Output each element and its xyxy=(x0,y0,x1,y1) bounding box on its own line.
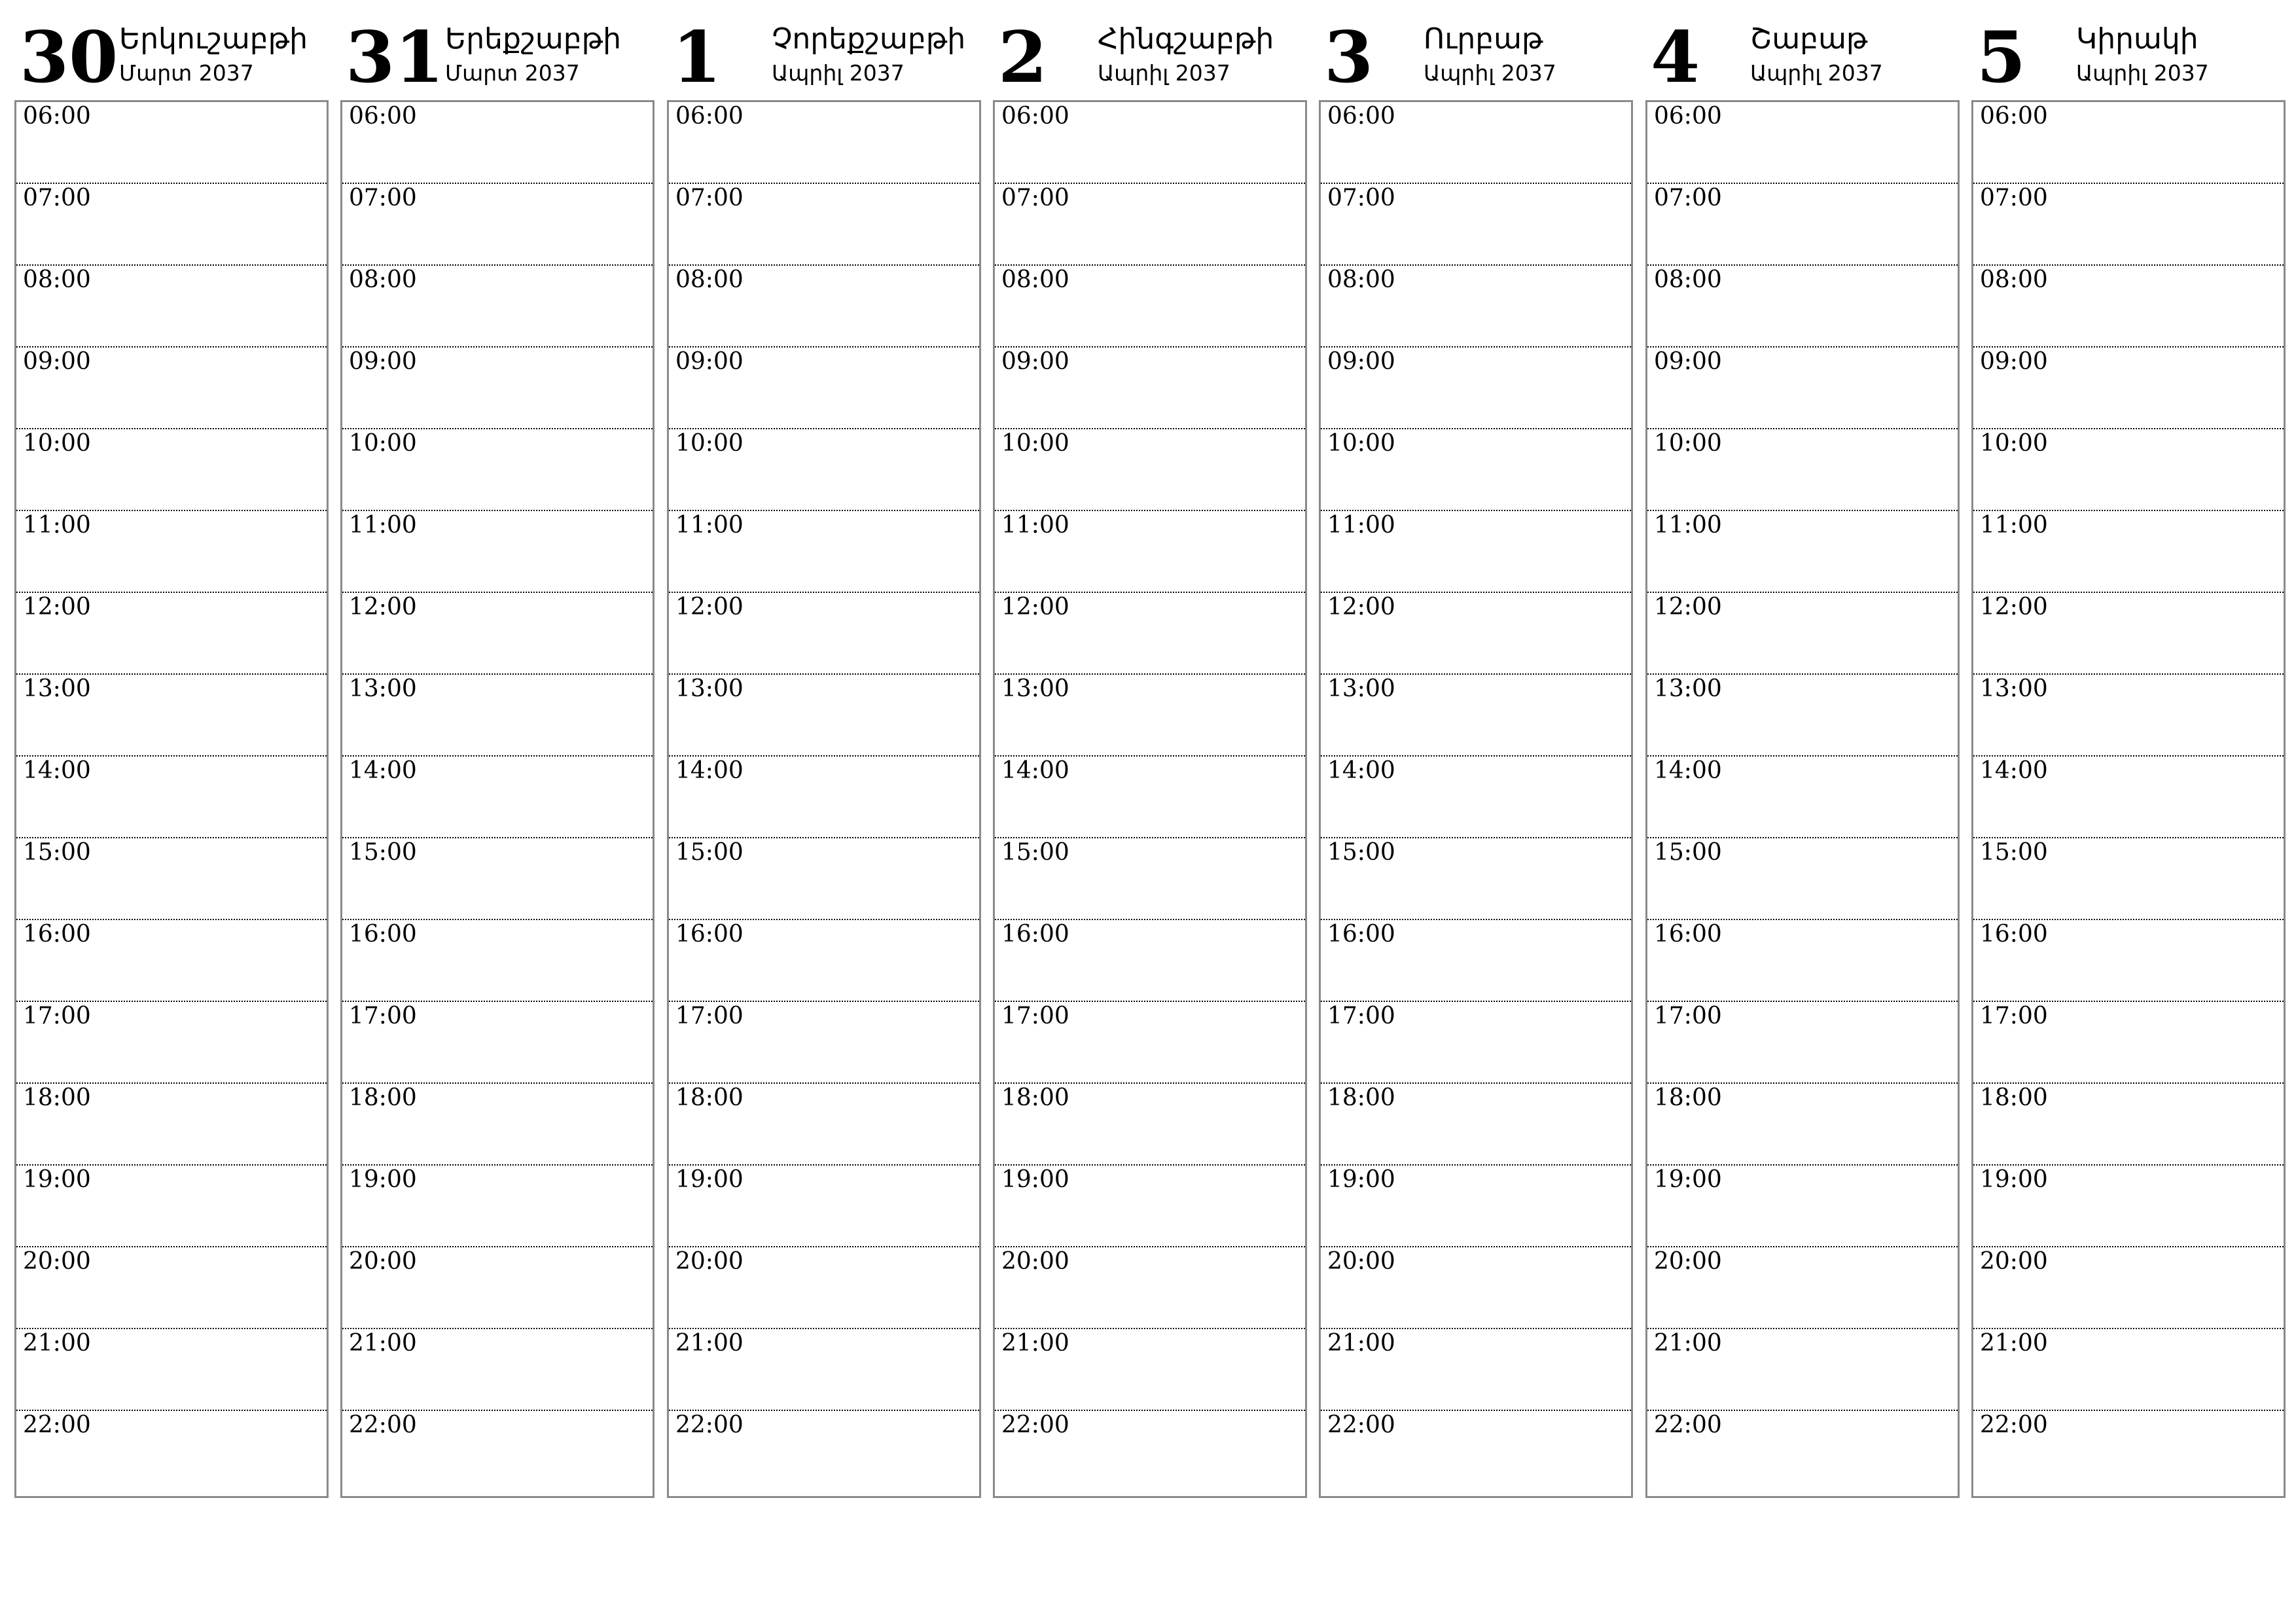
time-label: 09:00 xyxy=(1001,348,1069,375)
time-slot[interactable] xyxy=(16,1329,327,1411)
time-slot[interactable] xyxy=(995,593,1305,675)
time-slot[interactable] xyxy=(1321,1411,1631,1493)
day-column xyxy=(340,0,653,1505)
time-slot[interactable] xyxy=(342,1329,653,1411)
time-label: 11:00 xyxy=(1327,512,1395,539)
time-label: 21:00 xyxy=(23,1330,91,1357)
time-label: 14:00 xyxy=(349,757,417,784)
time-slot[interactable] xyxy=(16,838,327,920)
time-label: 06:00 xyxy=(1327,103,1395,130)
time-slot[interactable] xyxy=(1973,1002,2284,1084)
time-slot[interactable] xyxy=(995,1247,1305,1329)
time-slot[interactable] xyxy=(1973,266,2284,348)
time-label: 17:00 xyxy=(1327,1003,1395,1029)
time-label: 12:00 xyxy=(23,594,91,620)
time-label: 09:00 xyxy=(1654,348,1722,375)
time-slot[interactable] xyxy=(1973,1329,2284,1411)
time-slot[interactable] xyxy=(1647,757,1958,838)
time-label: 16:00 xyxy=(1980,921,2048,948)
time-label: 19:00 xyxy=(1327,1166,1395,1193)
day-header xyxy=(340,0,653,98)
time-slot[interactable] xyxy=(342,593,653,675)
time-slot[interactable] xyxy=(1321,102,1631,184)
day-month: Մարտ 2037 xyxy=(445,60,580,86)
day-header xyxy=(1645,0,1958,98)
time-slot[interactable] xyxy=(1321,1084,1631,1166)
time-slot[interactable] xyxy=(342,1247,653,1329)
time-slot[interactable] xyxy=(342,429,653,511)
time-label: 22:00 xyxy=(349,1412,417,1438)
time-label: 17:00 xyxy=(1654,1003,1722,1029)
day-number: 1 xyxy=(672,16,722,99)
day-name: Ուրբաթ xyxy=(1424,22,1543,56)
time-slot[interactable] xyxy=(995,675,1305,757)
time-slot[interactable] xyxy=(342,1084,653,1166)
time-label: 11:00 xyxy=(1001,512,1069,539)
time-slot[interactable] xyxy=(342,266,653,348)
time-slot[interactable] xyxy=(16,1002,327,1084)
time-slot[interactable] xyxy=(16,266,327,348)
time-label: 07:00 xyxy=(349,185,417,211)
time-slot[interactable] xyxy=(342,348,653,429)
time-slot[interactable] xyxy=(1321,429,1631,511)
time-slot[interactable] xyxy=(342,757,653,838)
time-label: 14:00 xyxy=(23,757,91,784)
time-label: 14:00 xyxy=(1654,757,1722,784)
time-slot[interactable] xyxy=(342,511,653,593)
time-label: 21:00 xyxy=(1001,1330,1069,1357)
time-slot[interactable] xyxy=(995,838,1305,920)
time-label: 06:00 xyxy=(675,103,744,130)
time-label: 17:00 xyxy=(675,1003,744,1029)
time-slot[interactable] xyxy=(669,102,979,184)
time-slot[interactable] xyxy=(342,838,653,920)
time-label: 22:00 xyxy=(675,1412,744,1438)
time-slot[interactable] xyxy=(1647,1329,1958,1411)
time-label: 12:00 xyxy=(349,594,417,620)
time-label: 19:00 xyxy=(349,1166,417,1193)
time-slot[interactable] xyxy=(1973,429,2284,511)
time-label: 08:00 xyxy=(1654,266,1722,293)
time-label: 10:00 xyxy=(23,430,91,457)
time-slot[interactable] xyxy=(16,593,327,675)
day-header xyxy=(14,0,327,98)
time-slot[interactable] xyxy=(16,1247,327,1329)
time-label: 15:00 xyxy=(1001,839,1069,866)
time-slot[interactable] xyxy=(1973,511,2284,593)
time-slot[interactable] xyxy=(1647,920,1958,1002)
time-slot[interactable] xyxy=(669,266,979,348)
time-slot[interactable] xyxy=(1973,593,2284,675)
time-label: 16:00 xyxy=(349,921,417,948)
time-label: 19:00 xyxy=(675,1166,744,1193)
time-slot[interactable] xyxy=(669,348,979,429)
time-label: 12:00 xyxy=(1654,594,1722,620)
day-column xyxy=(1319,0,1632,1505)
time-slot[interactable] xyxy=(16,348,327,429)
time-slot[interactable] xyxy=(995,102,1305,184)
time-slot[interactable] xyxy=(669,1166,979,1247)
time-label: 14:00 xyxy=(1001,757,1069,784)
time-label: 18:00 xyxy=(1654,1084,1722,1111)
time-label: 13:00 xyxy=(1327,675,1395,702)
time-label: 20:00 xyxy=(1327,1248,1395,1275)
time-slot[interactable] xyxy=(1647,675,1958,757)
day-header xyxy=(1319,0,1632,98)
day-month: Ապրիլ 2037 xyxy=(1098,60,1230,86)
time-slot[interactable] xyxy=(1647,511,1958,593)
day-name: Չորեքշաբթի xyxy=(772,22,966,56)
time-label: 21:00 xyxy=(349,1330,417,1357)
time-slot[interactable] xyxy=(1321,593,1631,675)
time-label: 21:00 xyxy=(1980,1330,2048,1357)
time-label: 13:00 xyxy=(1654,675,1722,702)
time-label: 11:00 xyxy=(675,512,744,539)
time-label: 07:00 xyxy=(1327,185,1395,211)
time-slot[interactable] xyxy=(16,675,327,757)
time-slot[interactable] xyxy=(1321,1166,1631,1247)
time-slot[interactable] xyxy=(342,675,653,757)
time-label: 11:00 xyxy=(1980,512,2048,539)
time-label: 18:00 xyxy=(1980,1084,2048,1111)
time-label: 07:00 xyxy=(23,185,91,211)
time-slot[interactable] xyxy=(995,429,1305,511)
time-slot[interactable] xyxy=(1647,266,1958,348)
time-label: 08:00 xyxy=(1001,266,1069,293)
time-slot[interactable] xyxy=(1973,1411,2284,1493)
time-label: 16:00 xyxy=(675,921,744,948)
time-label: 06:00 xyxy=(349,103,417,130)
time-label: 14:00 xyxy=(675,757,744,784)
time-label: 13:00 xyxy=(349,675,417,702)
day-column xyxy=(1645,0,1958,1505)
time-label: 15:00 xyxy=(1327,839,1395,866)
time-slot[interactable] xyxy=(1647,102,1958,184)
day-header xyxy=(1971,0,2284,98)
time-label: 18:00 xyxy=(23,1084,91,1111)
time-label: 11:00 xyxy=(349,512,417,539)
day-number: 30 xyxy=(20,16,118,99)
time-slot[interactable] xyxy=(16,757,327,838)
day-name: Երկուշաբթի xyxy=(119,22,308,56)
time-slot[interactable] xyxy=(669,1084,979,1166)
time-slot[interactable] xyxy=(1647,593,1958,675)
time-label: 14:00 xyxy=(1327,757,1395,784)
time-label: 07:00 xyxy=(1654,185,1722,211)
time-slot[interactable] xyxy=(1647,184,1958,266)
time-label: 18:00 xyxy=(1001,1084,1069,1111)
time-label: 06:00 xyxy=(1654,103,1722,130)
time-slot[interactable] xyxy=(669,511,979,593)
time-slot[interactable] xyxy=(1321,920,1631,1002)
time-slot[interactable] xyxy=(1973,348,2284,429)
day-name: Երեքշաբթի xyxy=(445,22,622,56)
time-label: 07:00 xyxy=(1001,185,1069,211)
day-number: 5 xyxy=(1977,16,2026,99)
time-slot[interactable] xyxy=(1973,675,2284,757)
day-column xyxy=(667,0,980,1505)
time-label: 13:00 xyxy=(1980,675,2048,702)
time-slot[interactable] xyxy=(995,184,1305,266)
time-slot[interactable] xyxy=(1647,348,1958,429)
time-slot[interactable] xyxy=(1647,838,1958,920)
time-label: 22:00 xyxy=(1980,1412,2048,1438)
time-label: 19:00 xyxy=(1001,1166,1069,1193)
day-number: 31 xyxy=(346,16,444,99)
time-slot[interactable] xyxy=(1647,1166,1958,1247)
time-slot[interactable] xyxy=(669,593,979,675)
time-label: 17:00 xyxy=(1001,1003,1069,1029)
time-label: 13:00 xyxy=(675,675,744,702)
day-number: 2 xyxy=(998,16,1048,99)
time-label: 10:00 xyxy=(1327,430,1395,457)
time-slot[interactable] xyxy=(1973,184,2284,266)
time-slot[interactable] xyxy=(669,1247,979,1329)
day-number: 3 xyxy=(1324,16,1374,99)
day-column xyxy=(993,0,1306,1505)
day-name: Հինգշաբթի xyxy=(1098,22,1274,56)
time-slot[interactable] xyxy=(1647,429,1958,511)
time-slot[interactable] xyxy=(1973,757,2284,838)
day-schedule-box xyxy=(1645,100,1960,1498)
time-label: 18:00 xyxy=(1327,1084,1395,1111)
day-schedule-box xyxy=(1319,100,1633,1498)
day-header xyxy=(667,0,980,98)
time-label: 20:00 xyxy=(1001,1248,1069,1275)
time-label: 13:00 xyxy=(23,675,91,702)
day-column xyxy=(1971,0,2284,1505)
time-label: 18:00 xyxy=(675,1084,744,1111)
time-slot[interactable] xyxy=(1321,184,1631,266)
day-schedule-box xyxy=(1971,100,2286,1498)
time-slot[interactable] xyxy=(669,1002,979,1084)
day-header xyxy=(993,0,1306,98)
time-slot[interactable] xyxy=(342,184,653,266)
time-slot[interactable] xyxy=(995,1329,1305,1411)
time-label: 08:00 xyxy=(349,266,417,293)
time-slot[interactable] xyxy=(1321,1247,1631,1329)
time-label: 22:00 xyxy=(1327,1412,1395,1438)
time-slot[interactable] xyxy=(16,1084,327,1166)
time-slot[interactable] xyxy=(1973,1084,2284,1166)
time-label: 09:00 xyxy=(349,348,417,375)
time-label: 10:00 xyxy=(1001,430,1069,457)
time-slot[interactable] xyxy=(16,184,327,266)
time-label: 10:00 xyxy=(675,430,744,457)
time-slot[interactable] xyxy=(995,1411,1305,1493)
time-label: 15:00 xyxy=(23,839,91,866)
time-slot[interactable] xyxy=(995,920,1305,1002)
time-label: 17:00 xyxy=(349,1003,417,1029)
time-label: 08:00 xyxy=(1980,266,2048,293)
time-slot[interactable] xyxy=(342,102,653,184)
time-label: 16:00 xyxy=(23,921,91,948)
time-slot[interactable] xyxy=(16,102,327,184)
time-label: 12:00 xyxy=(1327,594,1395,620)
time-slot[interactable] xyxy=(669,1329,979,1411)
day-schedule-box xyxy=(340,100,655,1498)
time-label: 20:00 xyxy=(1980,1248,2048,1275)
time-label: 07:00 xyxy=(675,185,744,211)
time-slot[interactable] xyxy=(1973,102,2284,184)
time-slot[interactable] xyxy=(1973,1166,2284,1247)
time-label: 16:00 xyxy=(1001,921,1069,948)
time-slot[interactable] xyxy=(1973,1247,2284,1329)
time-label: 06:00 xyxy=(1001,103,1069,130)
time-label: 21:00 xyxy=(675,1330,744,1357)
time-label: 22:00 xyxy=(1654,1412,1722,1438)
day-month: Մարտ 2037 xyxy=(119,60,254,86)
time-slot[interactable] xyxy=(995,266,1305,348)
time-label: 12:00 xyxy=(1980,594,2048,620)
time-slot[interactable] xyxy=(1321,1329,1631,1411)
time-slot[interactable] xyxy=(995,1166,1305,1247)
time-slot[interactable] xyxy=(1321,757,1631,838)
time-label: 20:00 xyxy=(23,1248,91,1275)
time-label: 18:00 xyxy=(349,1084,417,1111)
day-schedule-box xyxy=(993,100,1307,1498)
time-label: 09:00 xyxy=(23,348,91,375)
time-slot[interactable] xyxy=(16,511,327,593)
time-slot[interactable] xyxy=(1321,266,1631,348)
time-slot[interactable] xyxy=(342,1166,653,1247)
time-label: 06:00 xyxy=(23,103,91,130)
time-label: 15:00 xyxy=(1654,839,1722,866)
time-label: 16:00 xyxy=(1327,921,1395,948)
time-slot[interactable] xyxy=(1647,1411,1958,1493)
time-slot[interactable] xyxy=(342,1002,653,1084)
time-slot[interactable] xyxy=(16,429,327,511)
time-label: 15:00 xyxy=(1980,839,2048,866)
time-slot[interactable] xyxy=(995,348,1305,429)
time-slot[interactable] xyxy=(995,757,1305,838)
time-label: 10:00 xyxy=(1654,430,1722,457)
time-slot[interactable] xyxy=(1973,920,2284,1002)
time-slot[interactable] xyxy=(669,1411,979,1493)
time-slot[interactable] xyxy=(342,920,653,1002)
day-month: Ապրիլ 2037 xyxy=(2076,60,2209,86)
time-slot[interactable] xyxy=(669,429,979,511)
time-slot[interactable] xyxy=(1321,511,1631,593)
time-slot[interactable] xyxy=(1321,838,1631,920)
day-month: Ապրիլ 2037 xyxy=(1424,60,1556,86)
day-schedule-box xyxy=(667,100,981,1498)
time-label: 13:00 xyxy=(1001,675,1069,702)
day-schedule-box xyxy=(14,100,329,1498)
time-label: 22:00 xyxy=(1001,1412,1069,1438)
day-month: Ապրիլ 2037 xyxy=(772,60,905,86)
time-label: 20:00 xyxy=(349,1248,417,1275)
time-label: 12:00 xyxy=(675,594,744,620)
time-slot[interactable] xyxy=(669,838,979,920)
time-label: 19:00 xyxy=(23,1166,91,1193)
time-label: 09:00 xyxy=(1327,348,1395,375)
time-slot[interactable] xyxy=(995,511,1305,593)
time-label: 20:00 xyxy=(675,1248,744,1275)
time-label: 17:00 xyxy=(1980,1003,2048,1029)
day-name: Կիրակի xyxy=(2076,22,2198,56)
time-label: 20:00 xyxy=(1654,1248,1722,1275)
time-label: 15:00 xyxy=(675,839,744,866)
time-slot[interactable] xyxy=(1647,1084,1958,1166)
time-slot[interactable] xyxy=(669,675,979,757)
time-slot[interactable] xyxy=(669,920,979,1002)
time-label: 19:00 xyxy=(1654,1166,1722,1193)
day-name: Շաբաթ xyxy=(1750,22,1868,56)
time-slot[interactable] xyxy=(16,1166,327,1247)
time-slot[interactable] xyxy=(16,1411,327,1493)
day-number: 4 xyxy=(1651,16,1700,99)
time-label: 08:00 xyxy=(23,266,91,293)
time-slot[interactable] xyxy=(1647,1002,1958,1084)
day-month: Ապրիլ 2037 xyxy=(1750,60,1883,86)
time-slot[interactable] xyxy=(1321,1002,1631,1084)
time-slot[interactable] xyxy=(995,1084,1305,1166)
time-slot[interactable] xyxy=(669,184,979,266)
time-label: 15:00 xyxy=(349,839,417,866)
time-slot[interactable] xyxy=(995,1002,1305,1084)
time-label: 19:00 xyxy=(1980,1166,2048,1193)
time-label: 21:00 xyxy=(1327,1330,1395,1357)
time-slot[interactable] xyxy=(342,1411,653,1493)
time-label: 09:00 xyxy=(1980,348,2048,375)
time-label: 09:00 xyxy=(675,348,744,375)
time-label: 11:00 xyxy=(1654,512,1722,539)
time-label: 08:00 xyxy=(675,266,744,293)
time-label: 10:00 xyxy=(349,430,417,457)
time-label: 06:00 xyxy=(1980,103,2048,130)
time-label: 22:00 xyxy=(23,1412,91,1438)
time-label: 12:00 xyxy=(1001,594,1069,620)
time-label: 10:00 xyxy=(1980,430,2048,457)
time-label: 21:00 xyxy=(1654,1330,1722,1357)
time-label: 11:00 xyxy=(23,512,91,539)
time-slot[interactable] xyxy=(1973,838,2284,920)
time-label: 14:00 xyxy=(1980,757,2048,784)
time-slot[interactable] xyxy=(1647,1247,1958,1329)
time-label: 07:00 xyxy=(1980,185,2048,211)
time-slot[interactable] xyxy=(1321,675,1631,757)
time-slot[interactable] xyxy=(16,920,327,1002)
time-slot[interactable] xyxy=(669,757,979,838)
time-label: 08:00 xyxy=(1327,266,1395,293)
time-slot[interactable] xyxy=(1321,348,1631,429)
day-column xyxy=(14,0,327,1505)
time-label: 17:00 xyxy=(23,1003,91,1029)
time-label: 16:00 xyxy=(1654,921,1722,948)
